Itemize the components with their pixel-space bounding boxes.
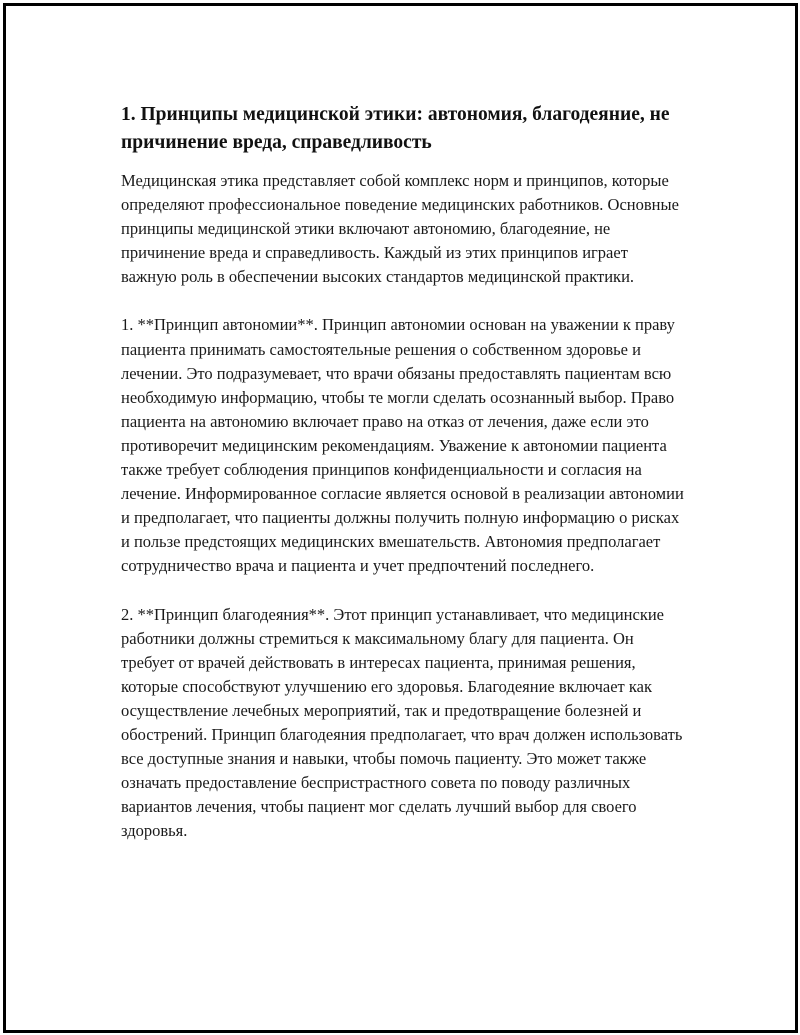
autonomy-paragraph: 1. **Принцип автономии**. Принцип автономии основан на уважении к праву пациента принимать самостоятельные решения о собственном здоровье и лечении. Это подразумевает, что врачи обязаны предоставлять пациентам всю необходимую информацию, чтобы те могли сделать осознанный выбор. Право пациента на автономию включает право на отказ от лечения, даже если это противоречит медицинским рекомендациям. Уважение к автономии пациента также требует соблюдения принципов конфиденциальности и согласия на лечение. Информированное согласие является основой в реализации автономии и предполагает, что пациенты должны получить полную информацию о рисках и пользе предстоящих медицинских вмешательств. Автономия предполагает сотрудничество врача и пациента и учет предпочтений последнего. (121, 315, 684, 576)
section-heading: 1. Принципы медицинской этики: автономия, благодеяние, не причинение вреда, справедливость (121, 104, 670, 153)
document-content (121, 101, 686, 867)
document-page (3, 3, 798, 1033)
beneficence-paragraph: 2. **Принцип благодеяния**. Этот принцип устанавливает, что медицинские работники должны стремиться к максимальному благу для пациента. Он требует от врачей действовать в интересах пациента, принимая решения, которые способствуют улучшению его здоровья. Благодеяние включает как осуществление лечебных мероприятий, так и предотвращение болезней и обострений. Принцип благодеяния предполагает, что врач должен использовать все доступные знания и навыки, чтобы помочь пациенту. Это может также означать предоставление беспристрастного совета по поводу различных вариантов лечения, чтобы пациент мог сделать лучший выбор для своего здоровья. (121, 604, 683, 841)
intro-paragraph: Медицинская этика представляет собой комплекс норм и принципов, которые определяют профессиональное поведение медицинских работников. Основные принципы медицинской этики включают автономию, благодеяние, не причинение вреда и справедливость. Каждый из этих принципов играет важную роль в обеспечении высоких стандартов медицинской практики. (121, 171, 679, 287)
